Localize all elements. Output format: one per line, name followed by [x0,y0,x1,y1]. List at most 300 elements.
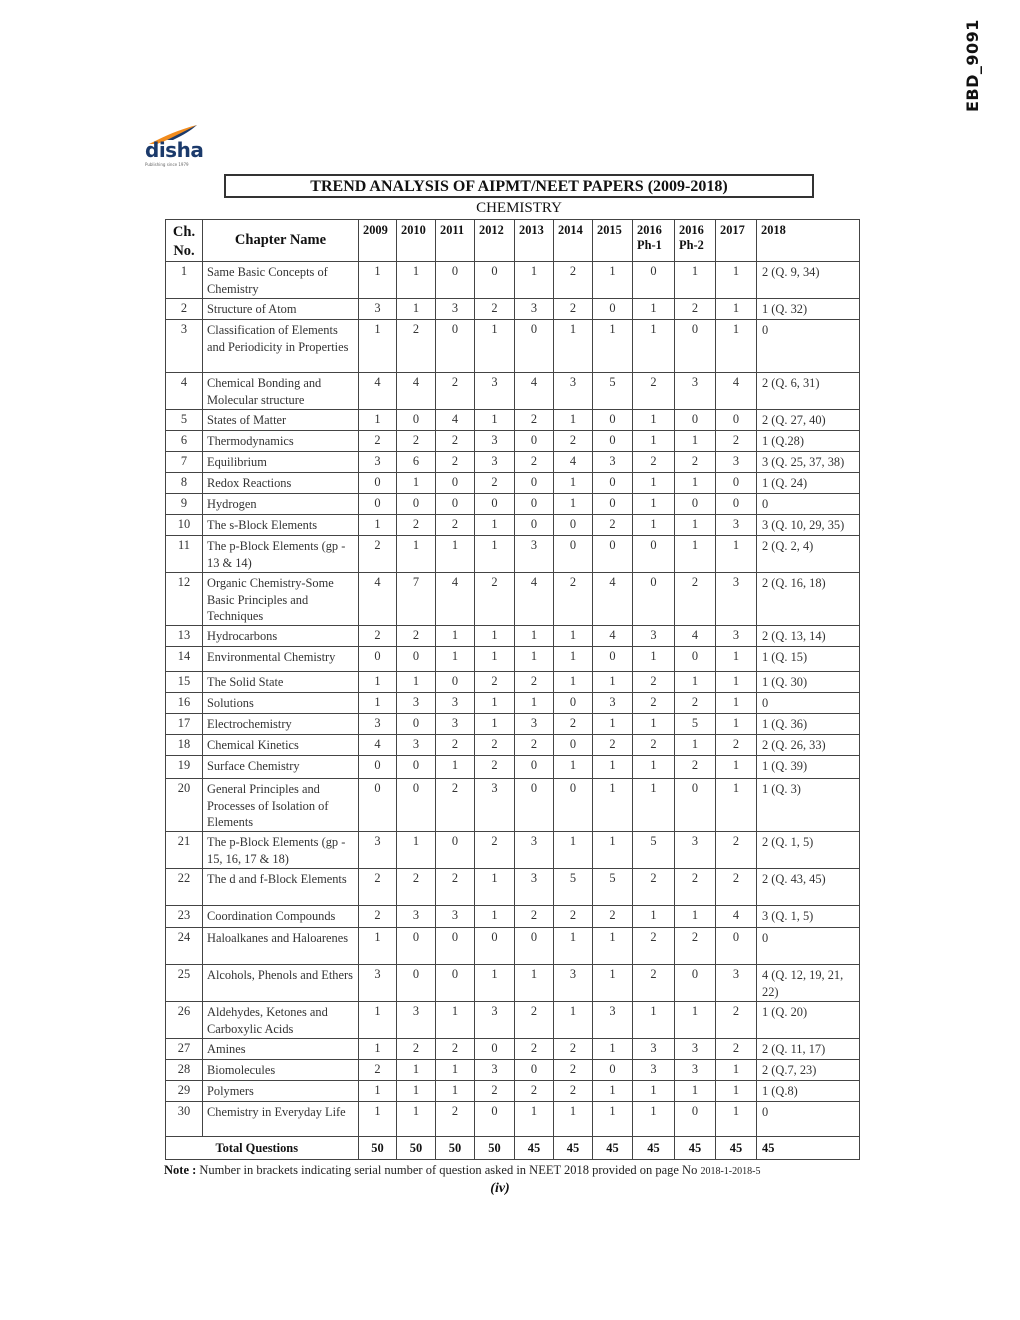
chapter-name-cell: Polymers [203,1081,359,1102]
count-cell: 3 [633,626,675,647]
count-cell: 2 [397,1039,436,1060]
count-cell: 1 [436,626,475,647]
count-cell: 1 [675,536,716,573]
count-cell: 3 [359,965,397,1002]
count-2018-cell: 1 (Q.28) [757,431,860,452]
table-row [166,536,860,573]
table-row [166,693,860,714]
chapter-name-cell: The d and f-Block Elements [203,869,359,906]
chapter-number-cell: 20 [166,779,203,832]
count-cell: 2 [475,832,515,869]
count-cell: 1 [359,1081,397,1102]
table-row [166,714,860,735]
count-cell: 0 [359,494,397,515]
count-cell: 2 [675,869,716,906]
count-cell: 4 [716,906,757,928]
header-year: 2017 [716,220,757,262]
count-cell: 1 [515,262,554,299]
table-row [166,735,860,756]
count-cell: 1 [633,647,675,672]
count-2018-cell: 1 (Q. 32) [757,299,860,320]
count-cell: 3 [436,906,475,928]
count-cell: 4 [593,573,633,626]
count-cell: 1 [359,515,397,536]
count-cell: 2 [515,906,554,928]
header-year: 2009 [359,220,397,262]
chapter-number-cell: 25 [166,965,203,1002]
count-cell: 0 [593,473,633,494]
count-cell: 3 [593,693,633,714]
chapter-number-cell: 15 [166,672,203,693]
count-cell: 0 [397,494,436,515]
count-cell: 3 [593,452,633,473]
chapter-number-cell: 2 [166,299,203,320]
table-row [166,1002,860,1039]
count-cell: 6 [397,452,436,473]
count-cell: 4 [397,373,436,410]
count-cell: 4 [359,573,397,626]
total-count-cell: 50 [397,1137,436,1160]
count-cell: 1 [593,714,633,735]
count-cell: 0 [633,262,675,299]
count-cell: 3 [716,452,757,473]
count-cell: 2 [397,515,436,536]
count-2018-cell: 2 (Q. 16, 18) [757,573,860,626]
total-row [166,1137,860,1160]
count-cell: 5 [593,869,633,906]
count-cell: 0 [397,928,436,965]
chapter-number-cell: 6 [166,431,203,452]
count-cell: 1 [397,1081,436,1102]
chapter-number-cell: 8 [166,473,203,494]
count-cell: 1 [475,626,515,647]
chapter-name-cell: States of Matter [203,410,359,431]
count-cell: 0 [675,779,716,832]
table-row [166,1039,860,1060]
total-blank-cell [166,1137,203,1160]
chapter-name-cell: Electrochemistry [203,714,359,735]
table-row [166,373,860,410]
count-cell: 2 [436,452,475,473]
count-cell: 2 [554,1060,593,1081]
count-cell: 2 [397,626,436,647]
count-cell: 0 [515,320,554,373]
count-cell: 2 [593,515,633,536]
table-row [166,1081,860,1102]
count-cell: 0 [716,494,757,515]
count-cell: 0 [359,473,397,494]
count-2018-cell: 3 (Q. 10, 29, 35) [757,515,860,536]
table-row [166,573,860,626]
count-cell: 1 [633,1102,675,1137]
count-cell: 3 [436,693,475,714]
count-cell: 3 [475,452,515,473]
count-2018-cell: 1 (Q. 15) [757,647,860,672]
count-cell: 0 [593,494,633,515]
total-count-cell: 45 [515,1137,554,1160]
chapter-name-cell: Amines [203,1039,359,1060]
count-cell: 1 [593,779,633,832]
count-cell: 1 [554,672,593,693]
count-cell: 0 [397,647,436,672]
count-cell: 1 [716,299,757,320]
count-cell: 2 [359,536,397,573]
count-cell: 2 [436,515,475,536]
chapter-name-cell: General Principles and Processes of Isolation of Elements [203,779,359,832]
count-cell: 1 [554,928,593,965]
count-cell: 2 [554,262,593,299]
count-cell: 1 [593,1081,633,1102]
chapter-number-cell: 16 [166,693,203,714]
count-cell: 0 [436,672,475,693]
count-cell: 2 [633,373,675,410]
count-cell: 2 [359,1060,397,1081]
count-cell: 0 [675,1102,716,1137]
table-row [166,494,860,515]
count-cell: 1 [397,473,436,494]
count-cell: 1 [475,965,515,1002]
count-cell: 1 [554,494,593,515]
count-cell: 3 [475,779,515,832]
count-cell: 2 [475,299,515,320]
count-cell: 0 [436,928,475,965]
count-cell: 1 [593,262,633,299]
count-cell: 3 [675,832,716,869]
count-2018-cell: 1 (Q. 3) [757,779,860,832]
count-cell: 1 [593,1102,633,1137]
count-cell: 2 [515,410,554,431]
count-cell: 1 [475,693,515,714]
count-cell: 2 [716,735,757,756]
count-cell: 0 [593,1060,633,1081]
chapter-name-cell: Structure of Atom [203,299,359,320]
count-cell: 0 [554,536,593,573]
chapter-name-cell: Alcohols, Phenols and Ethers [203,965,359,1002]
count-cell: 2 [633,452,675,473]
count-cell: 1 [359,928,397,965]
table-row [166,965,860,1002]
chapter-name-cell: Biomolecules [203,1060,359,1081]
chapter-number-cell: 30 [166,1102,203,1137]
page-number: (iv) [490,1181,510,1196]
count-cell: 2 [716,1039,757,1060]
count-cell: 1 [593,320,633,373]
count-cell: 3 [397,1002,436,1039]
count-cell: 2 [359,869,397,906]
chapter-name-cell: The Solid State [203,672,359,693]
count-cell: 0 [397,410,436,431]
count-cell: 0 [515,1060,554,1081]
count-cell: 2 [515,452,554,473]
count-cell: 1 [475,714,515,735]
table-row [166,515,860,536]
count-cell: 0 [515,779,554,832]
count-cell: 4 [436,410,475,431]
count-cell: 0 [633,573,675,626]
count-cell: 1 [397,262,436,299]
count-cell: 2 [397,431,436,452]
count-cell: 1 [593,1039,633,1060]
count-cell: 3 [397,693,436,714]
chapter-name-cell: Thermodynamics [203,431,359,452]
count-2018-cell: 2 (Q.7, 23) [757,1060,860,1081]
count-cell: 1 [593,965,633,1002]
total-count-cell: 50 [436,1137,475,1160]
count-cell: 2 [436,373,475,410]
count-cell: 2 [554,573,593,626]
count-cell: 1 [593,832,633,869]
chapter-name-cell: Surface Chemistry [203,756,359,779]
count-cell: 0 [675,494,716,515]
table-row [166,299,860,320]
count-cell: 1 [359,1102,397,1137]
count-cell: 0 [475,1102,515,1137]
header-year: 2011 [436,220,475,262]
total-label: Total Questions [203,1137,359,1160]
count-2018-cell: 0 [757,494,860,515]
count-cell: 2 [716,832,757,869]
count-cell: 2 [675,756,716,779]
count-cell: 2 [633,869,675,906]
count-cell: 1 [515,1102,554,1137]
count-cell: 4 [515,373,554,410]
count-cell: 0 [593,647,633,672]
count-2018-cell: 0 [757,928,860,965]
count-cell: 1 [359,1039,397,1060]
chapter-number-cell: 23 [166,906,203,928]
count-cell: 2 [716,431,757,452]
count-cell: 2 [359,431,397,452]
count-cell: 1 [633,410,675,431]
count-cell: 1 [554,647,593,672]
count-cell: 1 [515,965,554,1002]
count-cell: 1 [716,262,757,299]
table-row [166,647,860,672]
count-cell: 1 [359,262,397,299]
count-cell: 0 [397,779,436,832]
count-cell: 1 [397,1060,436,1081]
count-2018-cell: 0 [757,693,860,714]
count-cell: 1 [716,714,757,735]
count-cell: 2 [515,1002,554,1039]
count-cell: 3 [515,536,554,573]
count-cell: 2 [633,928,675,965]
count-cell: 1 [675,735,716,756]
chapter-number-cell: 17 [166,714,203,735]
count-cell: 0 [675,965,716,1002]
chapter-name-cell: Environmental Chemistry [203,647,359,672]
table-row [166,452,860,473]
count-cell: 1 [716,779,757,832]
count-cell: 3 [397,906,436,928]
count-cell: 3 [475,1060,515,1081]
count-cell: 3 [716,965,757,1002]
count-cell: 1 [515,647,554,672]
count-cell: 2 [436,735,475,756]
count-2018-cell: 2 (Q. 1, 5) [757,832,860,869]
count-2018-cell: 0 [757,320,860,373]
chapter-number-cell: 26 [166,1002,203,1039]
count-cell: 2 [436,869,475,906]
count-cell: 1 [554,832,593,869]
count-cell: 1 [716,693,757,714]
count-cell: 0 [359,756,397,779]
count-cell: 3 [593,1002,633,1039]
count-cell: 1 [359,320,397,373]
count-cell: 0 [397,714,436,735]
chapter-number-cell: 14 [166,647,203,672]
table-row [166,262,860,299]
footnote: Note : Number in brackets indicating serial number of question asked in NEET 2018 provided on page No 2018-1-2018-5 [164,1163,761,1177]
table-header-row [166,220,860,262]
header-year: 2014 [554,220,593,262]
count-cell: 1 [554,320,593,373]
count-cell: 1 [633,1002,675,1039]
count-cell: 0 [515,431,554,452]
count-cell: 3 [475,373,515,410]
count-cell: 1 [397,299,436,320]
count-cell: 1 [633,1081,675,1102]
count-cell: 1 [675,672,716,693]
count-cell: 1 [593,756,633,779]
chapter-number-cell: 11 [166,536,203,573]
count-cell: 3 [359,452,397,473]
count-cell: 0 [515,515,554,536]
count-cell: 0 [593,299,633,320]
count-cell: 1 [397,832,436,869]
table-row [166,1102,860,1137]
count-cell: 3 [515,714,554,735]
count-cell: 3 [716,515,757,536]
count-cell: 1 [633,515,675,536]
count-cell: 2 [633,965,675,1002]
count-cell: 2 [515,1039,554,1060]
count-cell: 2 [675,928,716,965]
count-cell: 2 [675,573,716,626]
count-cell: 2 [554,1081,593,1102]
count-cell: 0 [554,735,593,756]
chapter-name-cell: The p-Block Elements (gp - 13 & 14) [203,536,359,573]
count-cell: 3 [675,1060,716,1081]
count-cell: 0 [554,779,593,832]
count-cell: 0 [475,1039,515,1060]
count-cell: 0 [554,515,593,536]
count-cell: 4 [716,373,757,410]
count-cell: 1 [675,1081,716,1102]
count-cell: 1 [475,647,515,672]
count-cell: 2 [359,626,397,647]
count-2018-cell: 2 (Q. 43, 45) [757,869,860,906]
count-cell: 0 [675,410,716,431]
table-row [166,869,860,906]
count-cell: 1 [633,494,675,515]
count-cell: 7 [397,573,436,626]
count-cell: 4 [359,735,397,756]
count-cell: 0 [593,431,633,452]
count-cell: 0 [716,473,757,494]
total-count-cell: 45 [675,1137,716,1160]
total-count-cell: 45 [593,1137,633,1160]
chapter-name-cell: Organic Chemistry-Some Basic Principles and Techniques [203,573,359,626]
count-cell: 2 [675,299,716,320]
count-2018-cell: 2 (Q. 6, 31) [757,373,860,410]
count-cell: 2 [716,1002,757,1039]
count-cell: 1 [475,536,515,573]
table-row [166,672,860,693]
count-cell: 1 [716,536,757,573]
count-cell: 0 [716,410,757,431]
count-cell: 2 [515,1081,554,1102]
count-cell: 2 [675,693,716,714]
count-cell: 2 [475,735,515,756]
count-cell: 1 [675,473,716,494]
count-2018-cell: 1 (Q.8) [757,1081,860,1102]
count-cell: 0 [397,756,436,779]
count-cell: 2 [633,735,675,756]
count-cell: 1 [554,473,593,494]
count-cell: 1 [359,1002,397,1039]
count-cell: 3 [554,373,593,410]
count-cell: 2 [675,452,716,473]
count-cell: 0 [359,647,397,672]
count-cell: 1 [475,869,515,906]
count-cell: 3 [359,832,397,869]
count-cell: 1 [716,756,757,779]
publisher-logo [143,124,203,170]
count-2018-cell: 4 (Q. 12, 19, 21, 22) [757,965,860,1002]
total-count-cell: 50 [475,1137,515,1160]
count-cell: 5 [675,714,716,735]
count-cell: 1 [633,431,675,452]
chapter-name-cell: Chemical Bonding and Molecular structure [203,373,359,410]
count-cell: 4 [515,573,554,626]
count-cell: 1 [397,1102,436,1137]
header-year-2016-ph1: 2016 Ph-1 [633,220,675,262]
count-cell: 1 [593,928,633,965]
table-row [166,756,860,779]
count-cell: 3 [675,1039,716,1060]
count-cell: 1 [475,906,515,928]
count-cell: 3 [436,299,475,320]
count-cell: 0 [593,536,633,573]
count-cell: 2 [359,906,397,928]
count-cell: 3 [359,299,397,320]
count-cell: 1 [633,756,675,779]
table-row [166,626,860,647]
count-cell: 1 [397,536,436,573]
count-cell: 1 [554,756,593,779]
count-cell: 3 [675,373,716,410]
count-cell: 2 [397,869,436,906]
count-cell: 0 [475,494,515,515]
header-year-2018: 2018 [757,220,860,262]
chapter-number-cell: 5 [166,410,203,431]
count-cell: 0 [397,965,436,1002]
chapter-name-cell: Redox Reactions [203,473,359,494]
count-cell: 1 [675,515,716,536]
count-2018-cell: 3 (Q. 25, 37, 38) [757,452,860,473]
table-row [166,832,860,869]
count-cell: 1 [436,647,475,672]
chapter-number-cell: 28 [166,1060,203,1081]
count-cell: 3 [716,573,757,626]
chapter-number-cell: 12 [166,573,203,626]
chapter-name-cell: Coordination Compounds [203,906,359,928]
chapter-number-cell: 19 [166,756,203,779]
count-2018-cell: 1 (Q. 24) [757,473,860,494]
count-cell: 1 [436,1060,475,1081]
chapter-number-cell: 27 [166,1039,203,1060]
